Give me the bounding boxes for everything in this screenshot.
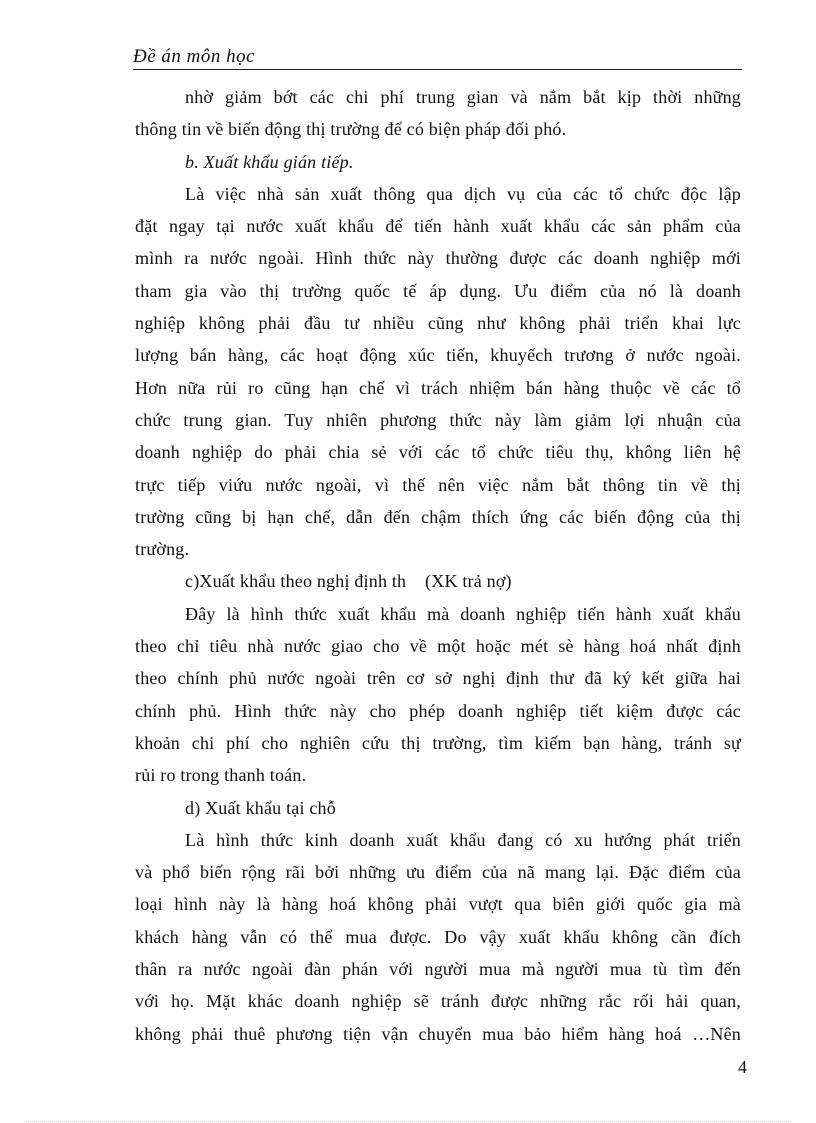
text-line: doanh nghiệp do phải chia sẻ với các tổ chức tiêu thụ, không liên hệ — [135, 442, 741, 463]
text-line: trực tiếp viứu nước ngoài, vì thế nên việc nắm bắt thông tin về thị — [135, 474, 741, 495]
text-line: đặt ngay tại nước xuất khẩu để tiến hành xuất khẩu các sản phẩm của — [135, 216, 741, 237]
text-line: Là hình thức kinh doanh xuất khẩu đang có xu hướng phát triển — [185, 829, 741, 850]
text-line: loại hình này là hàng hoá không phải vượt qua biên giới quốc gia mà — [135, 894, 741, 915]
text-line: khách hàng vẫn có thể mua được. Do vậy xuất khẩu không cần đích — [135, 926, 741, 947]
page-number: 4 — [738, 1057, 747, 1077]
section-heading: b. Xuất khẩu gián tiếp. — [185, 151, 354, 172]
text-line: theo chỉ tiêu nhà nước giao cho về một hoặc mét sè hàng hoá nhất định — [135, 636, 741, 657]
text-line: mình ra nước ngoài. Hình thức này thường được các doanh nghiệp mới — [135, 248, 741, 269]
page-header — [133, 47, 742, 70]
text-line: Đây là hình thức xuất khẩu mà doanh nghiệp tiến hành xuất khẩu — [185, 603, 741, 624]
text-line: không phải thuê phương tiện vận chuyển mua bảo hiểm hàng hoá …Nên — [135, 1023, 741, 1044]
text-line: thông tin về biến động thị trường để có biện pháp đối phó. — [135, 119, 567, 140]
text-line: trường. — [135, 539, 190, 560]
page-bottom-divider — [25, 1121, 791, 1122]
body-text — [135, 81, 741, 1050]
text-line: khoản chi phí cho nghiên cứu thị trường, tìm kiếm bạn hàng, tránh sự — [135, 732, 741, 753]
section-heading: c)Xuất khẩu theo nghị định th (XK trả nợ) — [185, 571, 512, 592]
text-line: theo chính phủ nước ngoài trên cơ sở nghị định thư đã ký kết giữa hai — [135, 668, 741, 689]
text-line: chính phủ. Hình thức này cho phép doanh nghiệp tiết kiệm được các — [135, 700, 741, 721]
text-line: trường cũng bị hạn chế, dẫn đến chậm thích ứng các biến động của thị — [135, 506, 741, 527]
text-line: Hơn nữa rủi ro cũng hạn chế vì trách nhiệm bán hàng thuộc về các tổ — [135, 377, 741, 398]
text-line: lượng bán hàng, các hoạt động xúc tiến, khuyếch trương ở nước ngoài. — [135, 345, 741, 366]
text-line: và phổ biến rộng rãi bởi những ưu điểm của nã mang lại. Đặc điểm của — [135, 862, 741, 883]
document-title: Đề án môn học — [133, 46, 256, 67]
text-line: chức trung gian. Tuy nhiên phương thức này làm giảm lợi nhuận của — [135, 409, 741, 430]
text-line: Là việc nhà sản xuất thông qua dịch vụ của các tổ chức độc lập — [185, 183, 741, 204]
section-heading: d) Xuất khẩu tại chỗ — [185, 797, 336, 818]
text-line: nhờ giảm bớt các chi phí trung gian và nắm bắt kịp thời những — [185, 87, 741, 107]
text-line: với họ. Mặt khác doanh nghiệp sẽ tránh được những rắc rối hải quan, — [135, 991, 741, 1012]
text-line: nghiệp không phải đầu tư nhiều cũng như không phải triển khai lực — [135, 313, 741, 334]
text-line: tham gia vào thị trường quốc tế áp dụng. Ưu điểm của nó là doanh — [135, 280, 741, 301]
text-line: rủi ro trong thanh toán. — [135, 765, 307, 786]
text-line: thân ra nước ngoài đàn phán với người mua mà người mua tù tìm đến — [135, 959, 741, 980]
